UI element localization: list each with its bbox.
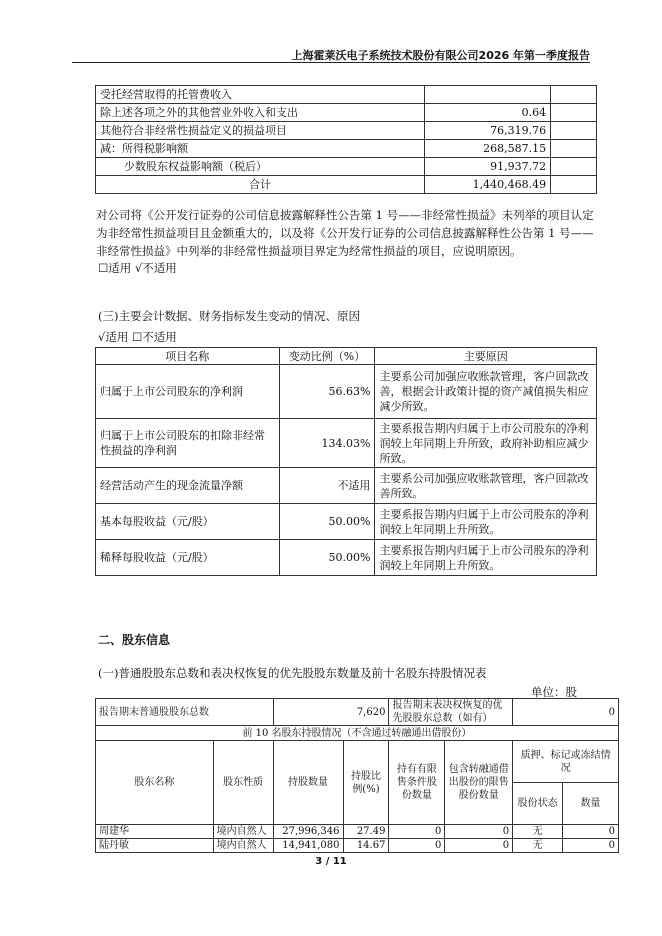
shareholder-name: 周建华 (96, 825, 214, 839)
preferred-shareholders-value: 0 (513, 699, 619, 726)
unit-label: 单位：股 (531, 685, 577, 699)
header-restricted: 持有有限售条件股份数量 (389, 741, 445, 825)
row-note (551, 104, 597, 122)
section3-title: (三)主要会计数据、财务指标发生变动的情况、原因 (98, 309, 360, 323)
shareholder-nature: 境内自然人 (213, 839, 273, 853)
total-shareholders-label: 报告期末普通股股东总数 (96, 699, 274, 726)
shareholder-qty: 0 (563, 839, 619, 853)
page-number: 3 / 11 (315, 856, 347, 867)
table-row (96, 468, 597, 504)
shareholder-shares: 14,941,080 (273, 839, 343, 853)
shareholder-lending: 0 (445, 839, 513, 853)
total-shareholders-value: 7,620 (273, 699, 389, 726)
shareholders-table (95, 698, 619, 853)
header-name: 股东名称 (96, 741, 214, 825)
row-value: 0.64 (425, 104, 551, 122)
table-row (96, 839, 619, 853)
section-title: 二、股东信息 (98, 633, 171, 647)
table-header-row (96, 741, 619, 783)
explanation-applicability: ☐适用 √不适用 (98, 261, 177, 275)
change-reason: 主要系报告期内归属于上市公司股东的净利润较上年同期上升所致，政府补助相应减少所致。 (375, 419, 597, 468)
table-row (96, 504, 597, 540)
row-note (551, 176, 597, 194)
shareholder-qty: 0 (563, 825, 619, 839)
shareholder-lending: 0 (445, 825, 513, 839)
row-value (425, 86, 551, 104)
header-lending: 包含转融通借出股份的限售股份数量 (445, 741, 513, 825)
header-reason: 主要原因 (375, 348, 597, 365)
item-name: 归属于上市公司股东的净利润 (96, 365, 280, 419)
change-reason: 主要系报告期内归属于上市公司股东的净利润较上年同期上升所致。 (375, 540, 597, 576)
table-row (96, 158, 597, 176)
change-reason: 主要系报告期内归属于上市公司股东的净利润较上年同期上升所致。 (375, 504, 597, 540)
top10-caption: 前 10 名股东持股情况（不含通过转融通出借股份） (96, 726, 619, 741)
row-note (551, 140, 597, 158)
table-row-total (96, 176, 597, 194)
table-row (96, 104, 597, 122)
item-name: 稀释每股收益（元/股） (96, 540, 280, 576)
table-row (96, 140, 597, 158)
table-row (96, 540, 597, 576)
header-nature: 股东性质 (213, 741, 273, 825)
table-header-row (96, 348, 597, 365)
changes-table (95, 347, 597, 576)
change-reason: 主要系公司加强应收账款管理，客户回款改善所致。 (375, 468, 597, 504)
explanation-paragraph: 对公司将《公开发行证券的公司信息披露解释性公告第 1 号——非经常性损益》未列举的项目认定为非经常性损益项目且金额重大的，以及将《公开发行证券的公司信息披露解释性公告第 1 号——非经常性损益》中列举的非经常性损益项目界定为经常性损益的项目，应说明原因。 (96, 208, 594, 258)
shareholder-shares: 27,996,346 (273, 825, 343, 839)
change-reason: 主要系公司加强应收账款管理，客户回款改善，根据会计政策计提的资产减值损失相应减少所致。 (375, 365, 597, 419)
row-note (551, 86, 597, 104)
header-rule (72, 62, 590, 63)
table-row (96, 86, 597, 104)
shareholder-status: 无 (513, 839, 563, 853)
shareholder-restricted: 0 (389, 825, 445, 839)
change-ratio: 不适用 (279, 468, 375, 504)
item-name: 经营活动产生的现金流量净额 (96, 468, 280, 504)
section3-applicability: √适用 ☐不适用 (98, 330, 177, 344)
total-label: 合计 (96, 176, 425, 194)
shareholder-ratio: 27.49 (343, 825, 389, 839)
change-ratio: 50.00% (279, 504, 375, 540)
header-item: 项目名称 (96, 348, 280, 365)
row-note (551, 122, 597, 140)
row-label: 减：所得税影响额 (96, 140, 425, 158)
section-subtitle: (一)普通股股东总数和表决权恢复的优先股股东数量及前十名股东持股情况表 (98, 666, 487, 680)
table-row (96, 419, 597, 468)
item-name: 归属于上市公司股东的扣除非经常性损益的净利润 (96, 419, 280, 468)
shareholder-status: 无 (513, 825, 563, 839)
nonrecurring-table (95, 85, 597, 194)
header-pledge-qty: 数量 (563, 783, 619, 825)
row-label: 受托经营取得的托管费收入 (96, 86, 425, 104)
header-shares: 持股数量 (273, 741, 343, 825)
header-pledge-status: 股份状态 (513, 783, 563, 825)
row-value: 76,319.76 (425, 122, 551, 140)
header-ratio: 持股比例(%) (343, 741, 389, 825)
preferred-shareholders-label: 报告期末表决权恢复的优先股股东总数（如有） (389, 699, 513, 726)
change-ratio: 134.03% (279, 419, 375, 468)
header-pledge-group: 质押、标记或冻结情况 (513, 741, 619, 783)
row-note (551, 158, 597, 176)
item-name: 基本每股收益（元/股） (96, 504, 280, 540)
shareholder-restricted: 0 (389, 839, 445, 853)
row-value: 91,937.72 (425, 158, 551, 176)
table-row (96, 825, 619, 839)
header-ratio: 变动比例（%） (279, 348, 375, 365)
row-label: 其他符合非经常性损益定义的损益项目 (96, 122, 425, 140)
page-header: 上海霍莱沃电子系统技术股份有限公司2026 年第一季度报告 (291, 49, 590, 62)
shareholder-name: 陆丹敏 (96, 839, 214, 853)
shareholder-nature: 境内自然人 (213, 825, 273, 839)
table-row (96, 726, 619, 741)
change-ratio: 50.00% (279, 540, 375, 576)
change-ratio: 56.63% (279, 365, 375, 419)
table-row (96, 365, 597, 419)
table-row (96, 699, 619, 726)
row-value: 268,587.15 (425, 140, 551, 158)
total-value: 1,440,468.49 (425, 176, 551, 194)
row-label: 除上述各项之外的其他营业外收入和支出 (96, 104, 425, 122)
row-label: 少数股东权益影响额（税后） (96, 158, 425, 176)
shareholder-ratio: 14.67 (343, 839, 389, 853)
table-row (96, 122, 597, 140)
